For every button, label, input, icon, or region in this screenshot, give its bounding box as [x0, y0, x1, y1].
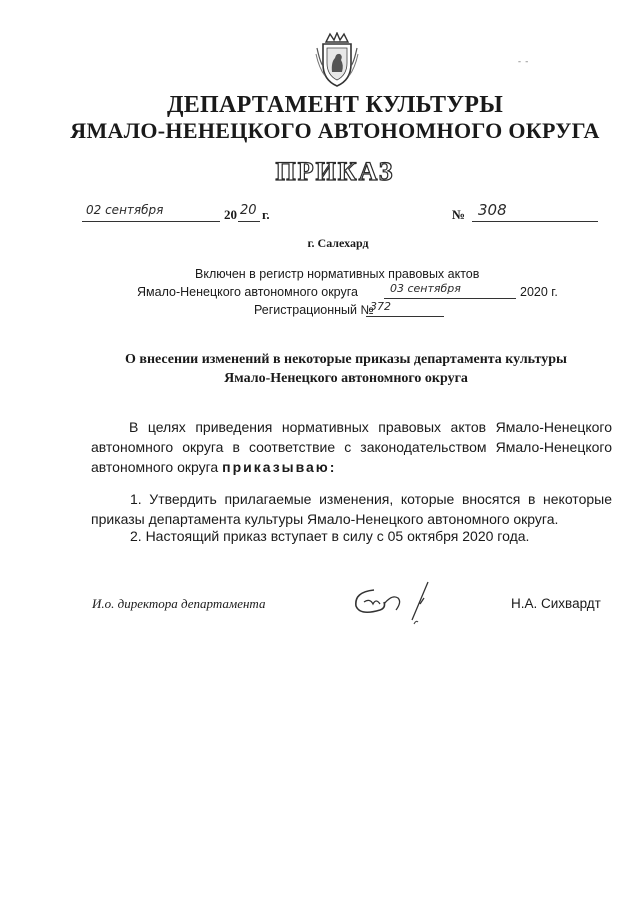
- order-number-handwritten: 308: [478, 201, 507, 219]
- registration-date-handwritten: 03 сентября: [390, 282, 461, 295]
- order-title: ПРИКАЗ: [275, 157, 395, 186]
- number-underline: [472, 221, 598, 222]
- item1-line2: приказы департамента культуры Ямало-Ненецкого автономного округа.: [91, 511, 559, 527]
- paragraph1-line1: В целях приведения нормативных правовых актов Ямало-Ненецкого: [129, 419, 612, 435]
- paragraph1-line3-prefix: автономного округа: [91, 459, 219, 475]
- signatory-title: И.о. директора департамента: [92, 596, 266, 611]
- item1-line1: 1. Утвердить прилагаемые изменения, которые вносятся в некоторые: [130, 491, 612, 507]
- date-underline: [82, 221, 220, 222]
- year-underline: [238, 221, 260, 222]
- registration-year: 2020 г.: [520, 285, 558, 299]
- paragraph1-line2: автономного округа в соответствие с законодательством Ямало-Ненецкого: [91, 439, 612, 455]
- department-name-line2: ЯМАЛО-НЕНЕЦКОГО АВТОНОМНОГО ОКРУГА: [70, 118, 600, 143]
- order-number-sign: №: [452, 207, 466, 222]
- city-label: г. Салехард: [307, 236, 369, 250]
- order-date-handwritten: 02 сентября: [86, 203, 164, 217]
- order-year-g: г.: [262, 207, 270, 222]
- registration-number-underline: [366, 316, 444, 317]
- signature-icon: [346, 574, 446, 630]
- registration-number-label: Регистрационный №: [254, 303, 374, 317]
- order-year-prefix: 20: [224, 207, 237, 222]
- paragraph1-line3: [91, 459, 336, 475]
- subject-line1: О внесении изменений в некоторые приказы департамента культуры: [125, 352, 567, 367]
- registration-line1: Включен в регистр нормативных правовых актов: [195, 267, 480, 281]
- order-year-handwritten: 20: [240, 203, 257, 218]
- corner-mark: - -: [518, 56, 530, 66]
- coat-of-arms-icon: [314, 32, 360, 88]
- department-name-line1: ДЕПАРТАМЕНТ КУЛЬТУРЫ: [166, 92, 504, 118]
- item2: 2. Настоящий приказ вступает в силу с 05 октября 2020 года.: [130, 528, 530, 544]
- registration-line2-prefix: Ямало-Ненецкого автономного округа: [137, 285, 358, 299]
- signatory-name: Н.А. Сихвардт: [511, 596, 601, 611]
- order-keyword: приказываю:: [222, 459, 337, 475]
- subject-line2: Ямало-Ненецкого автономного округа: [224, 371, 468, 386]
- registration-date-underline: [384, 298, 516, 299]
- registration-number-handwritten: 372: [370, 300, 391, 313]
